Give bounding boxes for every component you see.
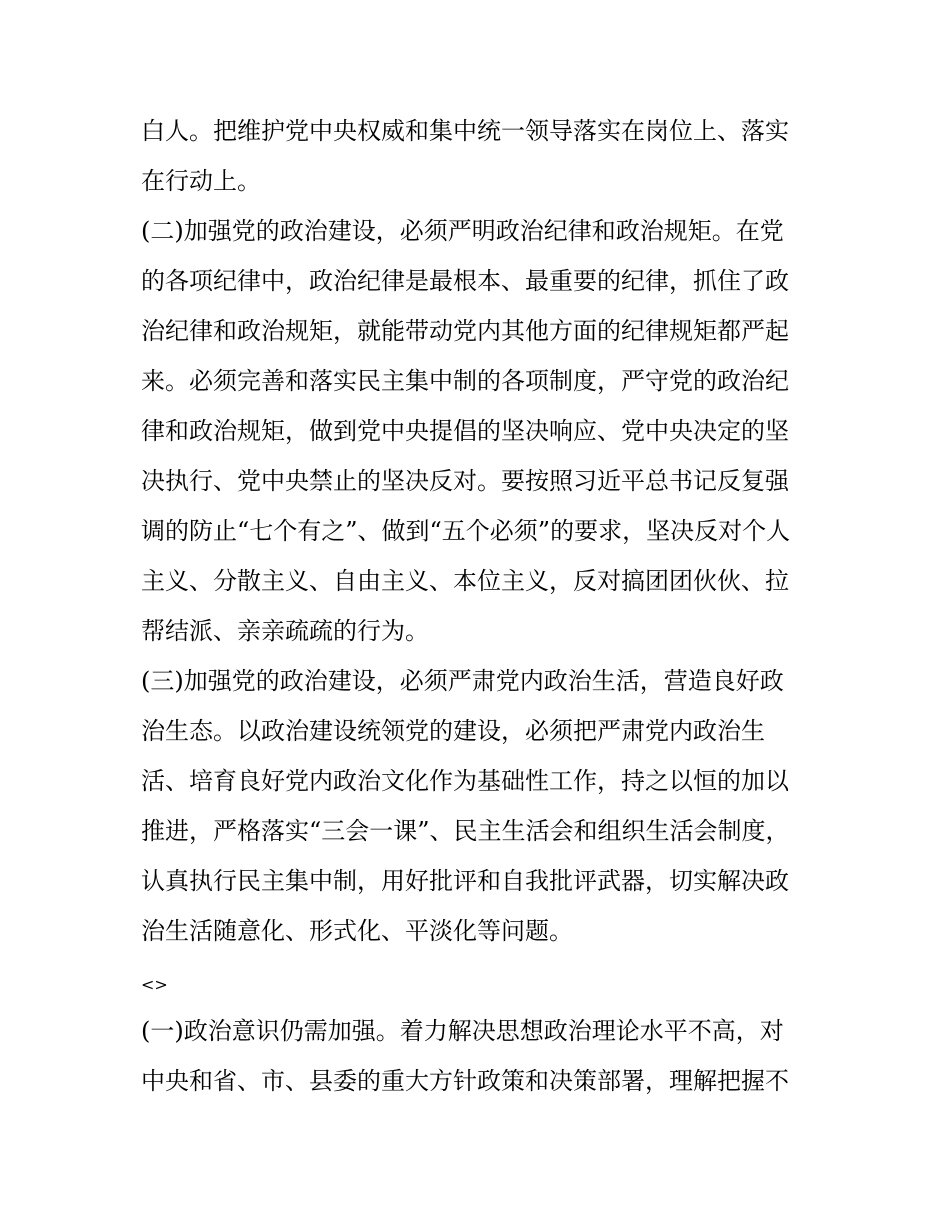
section-heading: (一)政治意识仍需加强。着力解决思想政治理论水平不高，对	[141, 1017, 784, 1045]
section-heading: (三)加强党的政治建设，必须严肃党内政治生活，营造良好政	[141, 667, 784, 695]
text-line: 活、培育良好党内政治文化作为基础性工作，持之以恒的加以	[141, 767, 789, 795]
text-line: 律和政治规矩，做到党中央提倡的坚决响应、党中央决定的坚	[141, 417, 789, 445]
text-line: 治纪律和政治规矩，就能带动党内其他方面的纪律规矩都严起	[141, 317, 789, 345]
text-line: 白人。把维护党中央权威和集中统一领导落实在岗位上、落实	[141, 117, 789, 145]
text-line: 在行动上。	[141, 167, 261, 195]
text-line: 治生活随意化、形式化、平淡化等问题。	[141, 917, 573, 945]
section-heading: (二)加强党的政治建设，必须严明政治纪律和政治规矩。在党	[141, 217, 784, 245]
text-line: 推进，严格落实“三会一课”、民主生活会和组织生活会制度，	[141, 817, 790, 845]
text-line: 调的防止“七个有之”、做到“五个必须”的要求，坚决反对个人	[141, 517, 791, 545]
text-line: 的各项纪律中，政治纪律是最根本、最重要的纪律，抓住了政	[141, 267, 789, 295]
text-line: 治生态。以政治建设统领党的建设，必须把严肃党内政治生	[141, 717, 765, 745]
text-line: 认真执行民主集中制，用好批评和自我批评武器，切实解决政	[141, 867, 789, 895]
text-line: 帮结派、亲亲疏疏的行为。	[141, 617, 429, 645]
text-line: 主义、分散主义、自由主义、本位主义，反对搞团团伙伙、拉	[141, 567, 789, 595]
placeholder-marker: <>	[141, 975, 168, 994]
text-line: 中央和省、市、县委的重大方针政策和决策部署，理解把握不	[141, 1067, 789, 1095]
text-line: 来。必须完善和落实民主集中制的各项制度，严守党的政治纪	[141, 367, 789, 395]
text-line: 决执行、党中央禁止的坚决反对。要按照习近平总书记反复强	[141, 467, 789, 495]
